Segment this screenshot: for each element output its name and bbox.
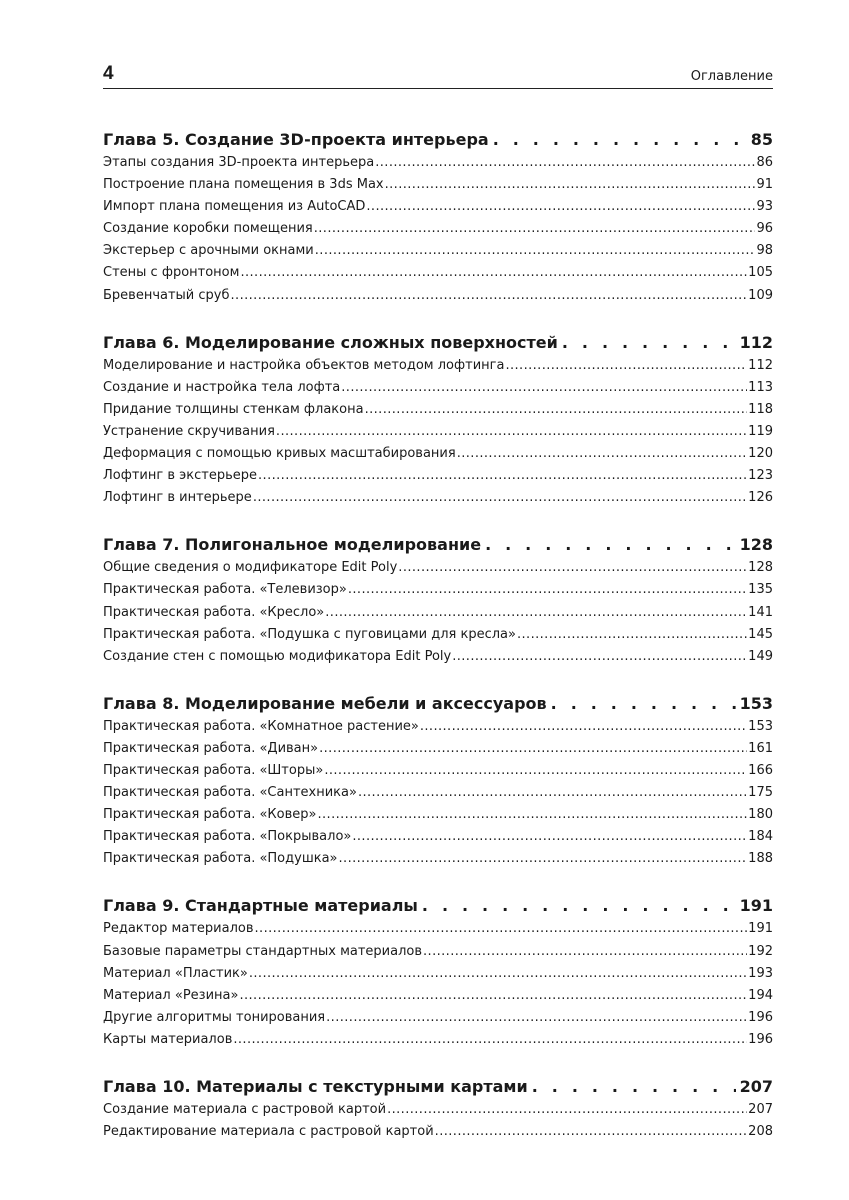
entry-title: Редактирование материала с растровой картой	[103, 1124, 434, 1140]
toc-chapter	[103, 535, 773, 670]
dot-leader	[240, 265, 747, 280]
entry-title: Лофтинг в экстерьере	[103, 468, 257, 484]
entry-title: Практическая работа. «Кресло»	[103, 604, 325, 620]
entry-title: Создание коробки помещения	[103, 221, 313, 237]
dot-leader	[457, 446, 747, 461]
entry-page-number: 207	[748, 1102, 773, 1117]
entry-page-number: 192	[748, 943, 773, 959]
table-of-contents	[103, 130, 773, 1146]
page-number: 4	[103, 63, 114, 84]
dot-leader	[517, 627, 747, 642]
dot-leader	[319, 741, 747, 756]
dot-leader	[452, 649, 747, 664]
entry-title: Деформация с помощью кривых масштабирования	[103, 446, 456, 462]
entry-title: Практическая работа. «Подушка с пуговицами для кресла»	[103, 626, 516, 642]
toc-entry[interactable]	[103, 741, 773, 763]
entry-title: Импорт плана помещения из AutoCAD	[103, 199, 366, 215]
chapter-heading[interactable]	[103, 1077, 773, 1099]
toc-entry[interactable]	[103, 424, 773, 446]
chapter-title: Глава 6. Моделирование сложных поверхностей	[103, 332, 558, 352]
toc-page	[103, 60, 773, 1146]
entry-page-number: 123	[748, 468, 773, 484]
chapter-page-number: 191	[739, 896, 773, 916]
entry-title: Другие алгоритмы тонирования	[103, 1009, 326, 1025]
entry-page-number: 93	[756, 199, 773, 215]
entry-page-number: 161	[748, 740, 773, 756]
toc-entry[interactable]	[103, 763, 773, 785]
dot-leader	[315, 243, 756, 258]
entry-page-number: 113	[748, 379, 773, 395]
toc-entry[interactable]	[103, 560, 773, 582]
dot-leader	[258, 468, 747, 483]
entry-title: Бревенчатый сруб	[103, 287, 230, 303]
dot-leader	[326, 1010, 747, 1025]
toc-entry[interactable]	[103, 265, 773, 287]
entry-page-number: 145	[748, 626, 773, 642]
dot-leader	[485, 535, 736, 554]
entry-title: Лофтинг в интерьере	[103, 490, 252, 506]
dot-leader	[276, 424, 747, 439]
dot-leader	[435, 1124, 748, 1139]
entry-title: Общие сведения о модификаторе Edit Poly	[103, 560, 398, 576]
entry-page-number: 184	[748, 829, 773, 845]
entry-title: Стены с фронтоном	[103, 265, 240, 281]
dot-leader	[314, 221, 756, 236]
entry-title: Практическая работа. «Диван»	[103, 740, 319, 756]
entry-page-number: 141	[748, 604, 773, 620]
entry-page-number: 188	[748, 851, 773, 867]
entry-page-number: 196	[748, 1009, 773, 1025]
entry-page-number: 86	[756, 155, 773, 170]
toc-entry[interactable]	[103, 719, 773, 741]
dot-leader	[239, 988, 747, 1003]
chapter-title: Глава 7. Полигональное моделирование	[103, 535, 482, 555]
dot-leader	[341, 380, 747, 395]
chapter-page-number: 207	[739, 1077, 773, 1096]
dot-leader	[420, 719, 747, 734]
toc-entry[interactable]	[103, 155, 773, 177]
entry-title: Создание материала с растровой картой	[103, 1102, 387, 1117]
toc-chapter	[103, 130, 773, 310]
chapter-heading[interactable]	[103, 333, 773, 355]
entry-page-number: 119	[748, 423, 773, 439]
toc-entry[interactable]	[103, 288, 773, 310]
toc-entry[interactable]	[103, 221, 773, 243]
entry-page-number: 120	[748, 446, 773, 462]
toc-entry[interactable]	[103, 988, 773, 1010]
toc-chapter	[103, 1077, 773, 1146]
chapter-title: Глава 8. Моделирование мебели и аксессуаров	[103, 693, 547, 713]
dot-leader	[352, 829, 747, 844]
dot-leader	[253, 490, 747, 505]
chapter-page-number: 112	[739, 332, 773, 352]
toc-entry[interactable]	[103, 966, 773, 988]
dot-leader	[551, 694, 736, 713]
dot-leader	[562, 333, 736, 352]
dot-leader	[422, 896, 736, 915]
entry-title: Моделирование и настройка объектов методом лофтинга	[103, 357, 505, 373]
chapter-heading[interactable]	[103, 694, 773, 716]
toc-entry[interactable]	[103, 1010, 773, 1032]
entry-title: Создание и настройка тела лофта	[103, 379, 341, 395]
entry-title: Практическая работа. «Покрывало»	[103, 829, 352, 845]
entry-title: Практическая работа. «Ковер»	[103, 807, 317, 823]
dot-leader	[231, 288, 748, 303]
chapter-page-number: 128	[739, 535, 773, 555]
toc-entry[interactable]	[103, 785, 773, 807]
entry-title: Редактор материалов	[103, 921, 254, 937]
entry-title: Построение плана помещения в 3ds Max	[103, 177, 384, 193]
entry-title: Практическая работа. «Подушка»	[103, 851, 338, 867]
dot-leader	[387, 1102, 747, 1117]
entry-page-number: 153	[748, 718, 773, 734]
entry-page-number: 126	[748, 490, 773, 506]
entry-page-number: 149	[748, 648, 773, 664]
chapter-title: Глава 10. Материалы с текстурными картами	[103, 1077, 528, 1096]
dot-leader	[385, 177, 756, 192]
toc-chapter	[103, 694, 773, 874]
entry-title: Практическая работа. «Сантехника»	[103, 785, 357, 801]
entry-title: Материал «Резина»	[103, 987, 239, 1003]
entry-page-number: 109	[748, 287, 773, 303]
entry-title: Практическая работа. «Телевизор»	[103, 582, 347, 598]
chapter-heading[interactable]	[103, 896, 773, 918]
entry-page-number: 98	[756, 243, 773, 259]
toc-chapter	[103, 896, 773, 1054]
dot-leader	[398, 560, 747, 575]
toc-entry[interactable]	[103, 1102, 773, 1124]
entry-page-number: 112	[748, 357, 773, 373]
dot-leader	[249, 966, 747, 981]
chapter-title: Глава 5. Создание 3D-проекта интерьера	[103, 130, 489, 149]
entry-page-number: 118	[748, 401, 773, 417]
toc-entry[interactable]	[103, 402, 773, 424]
entry-page-number: 208	[748, 1124, 773, 1140]
toc-entry[interactable]	[103, 582, 773, 604]
entry-title: Базовые параметры стандартных материалов	[103, 943, 423, 959]
entry-page-number: 105	[748, 265, 773, 281]
dot-leader	[532, 1077, 736, 1096]
toc-entry[interactable]	[103, 468, 773, 490]
toc-entry[interactable]	[103, 605, 773, 627]
toc-entry[interactable]	[103, 829, 773, 851]
toc-entry[interactable]	[103, 944, 773, 966]
toc-entry[interactable]	[103, 358, 773, 380]
dot-leader	[255, 921, 748, 936]
toc-entry[interactable]	[103, 649, 773, 671]
toc-entry[interactable]	[103, 243, 773, 265]
entry-title: Создание стен с помощью модификатора Edit Poly	[103, 648, 452, 664]
entry-page-number: 180	[748, 807, 773, 823]
entry-title: Этапы создания 3D-проекта интерьера	[103, 155, 375, 170]
entry-page-number: 135	[748, 582, 773, 598]
dot-leader	[365, 402, 748, 417]
chapter-page-number: 85	[750, 130, 773, 149]
dot-leader	[423, 944, 747, 959]
entry-page-number: 96	[756, 221, 773, 237]
entry-page-number: 196	[748, 1031, 773, 1047]
toc-entry[interactable]	[103, 851, 773, 873]
toc-entry[interactable]	[103, 380, 773, 402]
chapter-heading[interactable]	[103, 535, 773, 557]
toc-entry[interactable]	[103, 921, 773, 943]
page-header	[103, 60, 773, 89]
dot-leader	[233, 1032, 747, 1047]
entry-page-number: 194	[748, 987, 773, 1003]
chapter-heading[interactable]	[103, 130, 773, 152]
entry-page-number: 128	[748, 560, 773, 576]
entry-page-number: 175	[748, 785, 773, 801]
running-title: Оглавление	[690, 69, 773, 84]
chapter-title: Глава 9. Стандартные материалы	[103, 896, 418, 916]
dot-leader	[375, 155, 755, 170]
entry-title: Практическая работа. «Комнатное растение»	[103, 718, 419, 734]
toc-entry[interactable]	[103, 807, 773, 829]
toc-entry[interactable]	[103, 1124, 773, 1146]
entry-title: Материал «Пластик»	[103, 965, 248, 981]
dot-leader	[493, 130, 747, 149]
dot-leader	[339, 851, 748, 866]
entry-title: Придание толщины стенкам флакона	[103, 401, 364, 417]
dot-leader	[324, 763, 747, 778]
dot-leader	[348, 582, 747, 597]
entry-title: Практическая работа. «Шторы»	[103, 762, 324, 778]
entry-page-number: 191	[748, 921, 773, 937]
dot-leader	[505, 358, 747, 373]
toc-entry[interactable]	[103, 199, 773, 221]
toc-chapter	[103, 333, 773, 513]
entry-page-number: 91	[756, 177, 773, 193]
entry-page-number: 166	[748, 762, 773, 778]
chapter-page-number: 153	[739, 693, 773, 713]
toc-entry[interactable]	[103, 446, 773, 468]
dot-leader	[317, 807, 747, 822]
entry-title: Карты материалов	[103, 1031, 233, 1047]
toc-entry[interactable]	[103, 177, 773, 199]
dot-leader	[325, 605, 747, 620]
entry-page-number: 193	[748, 965, 773, 981]
toc-entry[interactable]	[103, 490, 773, 512]
dot-leader	[366, 199, 755, 214]
toc-entry[interactable]	[103, 1032, 773, 1054]
entry-title: Устранение скручивания	[103, 423, 275, 439]
dot-leader	[358, 785, 747, 800]
toc-entry[interactable]	[103, 627, 773, 649]
entry-title: Экстерьер с арочными окнами	[103, 243, 314, 259]
